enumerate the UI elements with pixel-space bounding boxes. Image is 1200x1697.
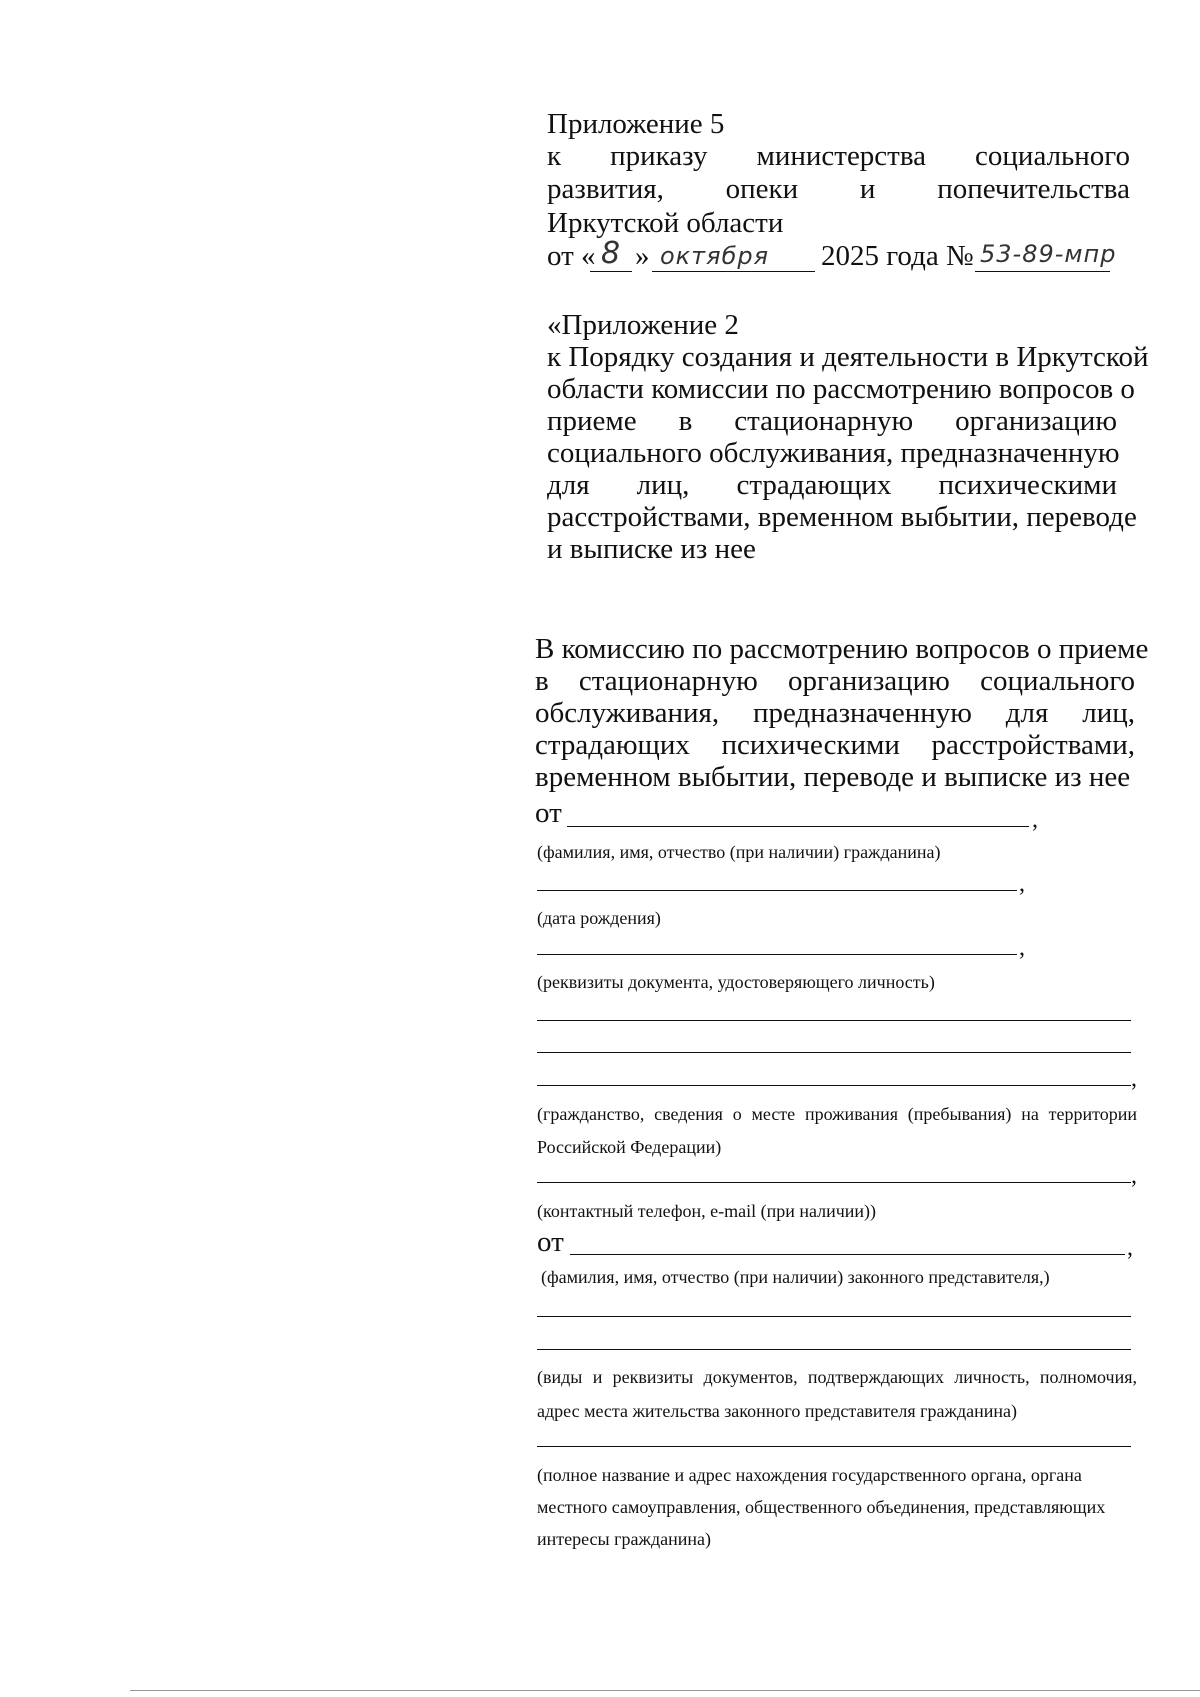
from-label: от <box>535 797 562 829</box>
representative-docs-field-line-1[interactable] <box>537 1316 1131 1317</box>
citizenship-field-line-3[interactable] <box>537 1085 1131 1086</box>
date-year: 2025 года № <box>821 240 974 272</box>
date-day-handwritten: 8 <box>601 236 622 271</box>
month-underline <box>652 271 815 272</box>
organization-hint: интересы гражданина) <box>537 1529 711 1549</box>
order-word: социального <box>975 140 1130 172</box>
identity-doc-field[interactable] <box>537 954 1017 955</box>
from-label-representative: от <box>537 1226 564 1258</box>
appendix2-line: приеме в стационарную организацию <box>547 405 1117 437</box>
citizenship-field-line-1[interactable] <box>537 1020 1131 1021</box>
comma: , <box>1019 871 1025 897</box>
comma: , <box>1131 1163 1137 1189</box>
comma: , <box>1127 1235 1133 1261</box>
representative-fio-field[interactable] <box>570 1254 1125 1255</box>
addressee-line: временном выбытии, переводе и выписке из нее <box>535 761 1131 793</box>
organization-hint: (полное название и адрес нахождения государственного органа, органа <box>537 1465 1082 1485</box>
birth-date-field[interactable] <box>537 890 1017 891</box>
comma: , <box>1019 935 1025 961</box>
addressee-line: в стационарную организацию социального <box>535 665 1135 697</box>
comma: , <box>1032 807 1038 833</box>
contact-field[interactable] <box>537 1182 1131 1183</box>
representative-docs-hint: (виды и реквизиты документов, подтверждающих личность, полномочия, <box>537 1367 1137 1387</box>
citizenship-hint: (гражданство, сведения о месте проживания (пребывания) на территории <box>537 1104 1137 1124</box>
number-underline <box>975 271 1110 272</box>
page-bottom-rule <box>130 1690 1200 1691</box>
representative-docs-hint: адрес места жительства законного представителя гражданина) <box>537 1401 1018 1421</box>
order-word: к <box>547 140 562 172</box>
organization-field[interactable] <box>537 1446 1131 1447</box>
appendix2-line: и выписке из нее <box>547 533 756 565</box>
appendix2-line: области комиссии по рассмотрению вопросов о <box>547 373 1135 405</box>
order-word: и <box>859 173 876 205</box>
appendix2-title: «Приложение 2 <box>547 309 739 341</box>
addressee-line: В комиссию по рассмотрению вопросов о приеме <box>535 633 1149 665</box>
date-mid: » <box>635 240 650 272</box>
appendix2-line: для лиц, страдающих психическими <box>547 469 1117 501</box>
comma: , <box>1131 1066 1137 1092</box>
date-prefix: от « <box>547 240 596 272</box>
order-word: министерства <box>756 140 927 172</box>
appendix2-line: расстройствами, временном выбытии, переводе <box>547 501 1137 533</box>
order-line-1 <box>547 140 1130 172</box>
organization-hint: местного самоуправления, общественного объединения, представляющих <box>537 1497 1106 1517</box>
addressee-line: страдающих психическими расстройствами, <box>535 729 1135 761</box>
appendix2-line: социального обслуживания, предназначенную <box>547 437 1120 469</box>
order-word: развития, <box>547 173 664 205</box>
order-word: опеки <box>725 173 799 205</box>
date-month-handwritten: октября <box>660 242 770 270</box>
appendix-title: Приложение 5 <box>547 108 725 140</box>
identity-doc-hint: (реквизиты документа, удостоверяющего личность) <box>537 972 935 992</box>
citizenship-hint: Российской Федерации) <box>537 1137 722 1157</box>
day-underline <box>590 271 632 272</box>
order-line-2 <box>547 173 1130 205</box>
contact-hint: (контактный телефон, e-mail (при наличии)) <box>537 1201 877 1221</box>
appendix2-line: к Порядку создания и деятельности в Иркутской <box>547 341 1149 373</box>
birth-date-hint: (дата рождения) <box>537 908 661 928</box>
order-word: приказу <box>610 140 708 172</box>
citizenship-field-line-2[interactable] <box>537 1052 1131 1053</box>
addressee-line: обслуживания, предназначенную для лиц, <box>535 697 1135 729</box>
representative-fio-hint: (фамилия, имя, отчество (при наличии) законного представителя,) <box>541 1267 1050 1287</box>
order-word: попечительства <box>937 173 1130 205</box>
region: Иркутской области <box>547 207 784 239</box>
citizen-fio-hint: (фамилия, имя, отчество (при наличии) гражданина) <box>537 842 941 862</box>
representative-docs-field-line-2[interactable] <box>537 1349 1131 1350</box>
order-number-handwritten: 53-89-мпр <box>980 240 1117 268</box>
citizen-fio-field[interactable] <box>567 826 1029 827</box>
